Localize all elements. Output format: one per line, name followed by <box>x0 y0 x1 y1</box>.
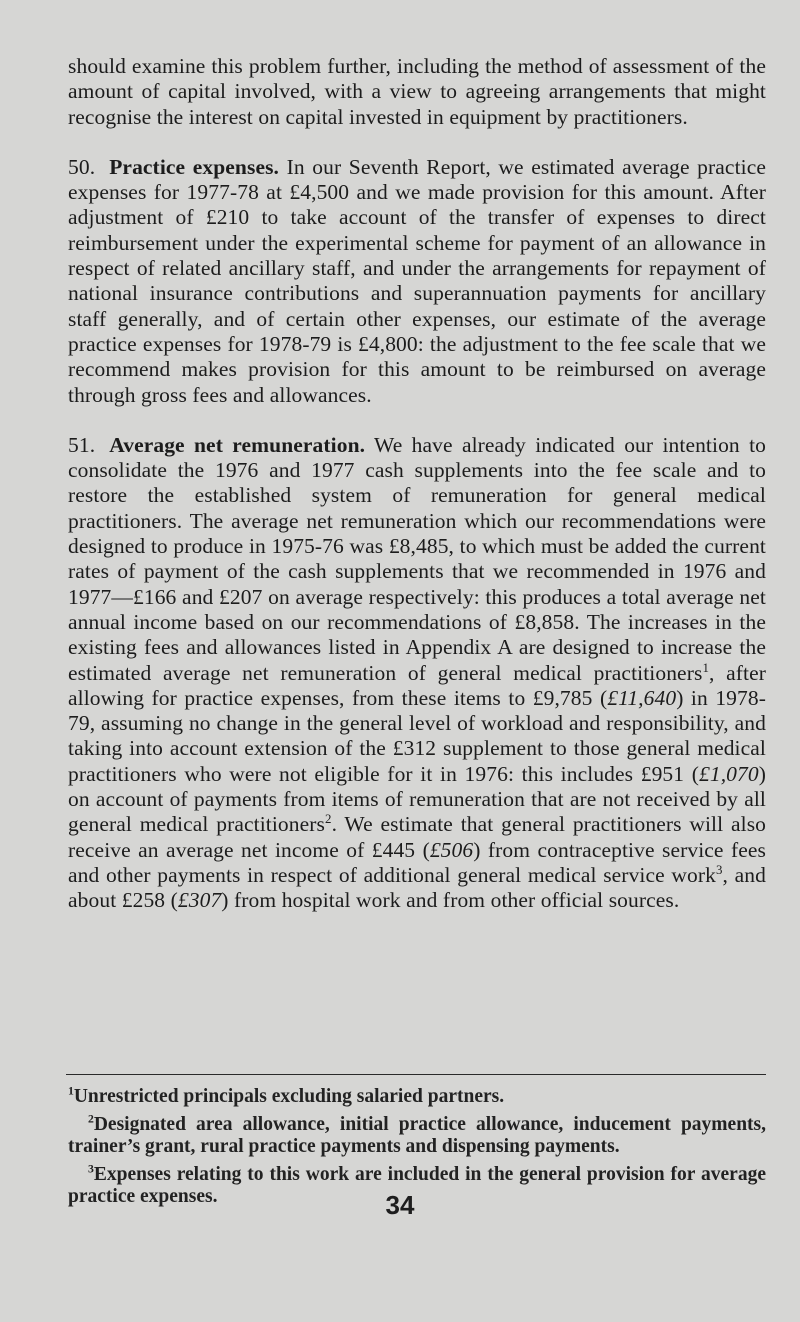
footnote-mark: 1 <box>68 1084 74 1098</box>
paragraph-50 <box>68 155 766 408</box>
footnote-text: Expenses relating to this work are included in the general provision for average practice expenses. <box>68 1164 766 1207</box>
paragraph-body-part: , after allowing for practice expenses, from these items to £9,785 ( <box>68 660 767 710</box>
italic-amount: £307 <box>177 888 222 913</box>
italic-amount: £1,070 <box>699 761 759 786</box>
paragraph-number: 51. <box>68 432 96 457</box>
footnote-text: Designated area allowance, initial practice allowance, inducement payments, trainer’s grant, rural practice payments and dispensing payments. <box>68 1114 766 1157</box>
paragraph-body-part: . We estimate that general practitioners will also receive an average net income of £445 ( <box>68 812 767 862</box>
footnote-1 <box>68 1086 766 1108</box>
paragraph-body-part: , and about £258 ( <box>68 862 766 913</box>
paragraph-body-part: ) from hospital work and from other official sources. <box>221 888 680 913</box>
paragraph-spacer <box>68 130 766 155</box>
footnote-mark: 3 <box>88 1162 94 1176</box>
paragraph-body-part: ) from contraceptive service fees and other payments in respect of additional general medical service work <box>68 837 766 887</box>
italic-amount: £11,640 <box>607 685 677 710</box>
footnote-2 <box>68 1114 766 1158</box>
paragraph-spacer <box>68 408 766 433</box>
paragraph-51 <box>68 433 766 914</box>
footnote-mark: 2 <box>88 1112 94 1126</box>
paragraph-body-part: ) in 1978-79, assuming no change in the general level of workload and responsibility, and taking into account extension of the £312 supplement to those general medical practitioners who were not eligible for it in 1976: this includes £951 ( <box>68 685 766 786</box>
paragraph-body-part: We have already indicated our intention to consolidate the 1976 and 1977 cash supplements into the fee scale and to restore the established system of remuneration for general medical practitioners. The average net remuneration which our recommendations were designed to produce in 1975-76 was £8,485, to which must be added the current rates of payment of the cash supplements that we recommended in 1976 and 1977—£166 and £207 on average respectively: this produces a total average net annual income based on our recommendations of £8,858. The increases in the existing fees and allowances listed in Appendix A are designed to increase the estimated average net remuneration of general medical practitioners <box>68 432 767 685</box>
footnote-reference: 1 <box>702 660 709 675</box>
footnote-reference: 2 <box>325 812 332 827</box>
footnote-divider <box>66 1074 766 1075</box>
paragraph-body: In our Seventh Report, we estimated average practice expenses for 1977-78 at £4,500 and we made provision for this amount. After adjustment of £210 to take account of the transfer of expenses to direct reimbursement under the experimental scheme for payment of an allowance in respect of related ancillary staff, and under the arrangements for repayment of national insurance contributions and superannuation payments for ancillary staff generally, and of certain other expenses, our estimate of the average practice expenses for 1978-79 is £4,800: the adjustment to the fee scale that we recommend makes provision for this amount to be reimbursed on average through gross fees and allowances. <box>68 154 766 407</box>
paragraph-number: 50. <box>68 154 96 179</box>
footnote-text: Unrestricted principals excluding salaried partners. <box>73 1086 505 1107</box>
paragraph-heading: Practice expenses. <box>109 154 280 179</box>
paragraph-heading: Average net remuneration. <box>109 432 366 457</box>
paragraph-body-part: ) on account of payments from items of remuneration that are not received by all general medical practitioners <box>68 761 766 837</box>
footnote-reference: 3 <box>716 862 723 877</box>
page-number: 34 <box>385 1190 415 1220</box>
intro-paragraph: should examine this problem further, including the method of assessment of the amount of capital involved, with a view to agreeing arrangements that might recognise the interest on capital invested in equipment by practitioners. <box>68 54 766 129</box>
italic-amount: £506 <box>429 837 474 862</box>
